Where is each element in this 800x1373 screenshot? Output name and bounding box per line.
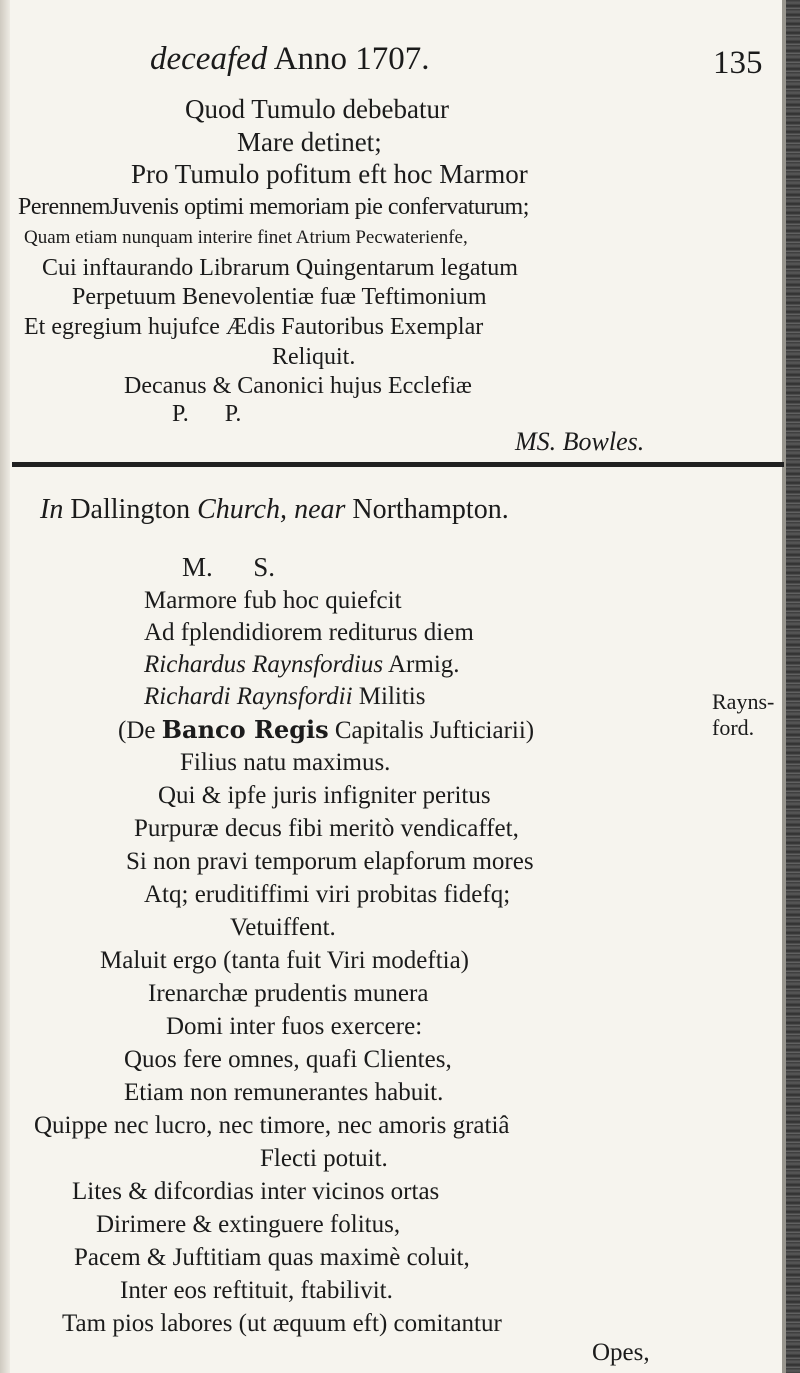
inscription-line: Et egregium hujufce Ædis Fautoribus Exemplar — [24, 314, 484, 340]
inscription-line: Quos fere omnes, quafi Clientes, — [124, 1046, 452, 1073]
page-gutter-shadow — [0, 0, 10, 1373]
inscription-line: Decanus & Canonici hujus Ecclefiæ — [124, 373, 472, 399]
inscription-line: Mare detinet; — [237, 127, 382, 157]
inscription-line: Tam pios labores (ut æquum eft) comitantur — [62, 1310, 502, 1337]
section-heading: In Dallington Church, near Northampton. — [40, 494, 509, 525]
inscription-line: Ad fplendidiorem rediturus diem — [144, 619, 474, 646]
book-spine-edge — [786, 0, 800, 1373]
inscription-initials: P. P. — [172, 401, 242, 427]
inscription-line: Purpuræ decus fibi meritò vendicaffet, — [134, 815, 519, 842]
inscription-line: Qui & ipfe juris infigniter peritus — [158, 782, 491, 809]
inscription-line: Inter eos reftituit, ftabilivit. — [120, 1277, 393, 1304]
catchword: Opes, — [592, 1339, 650, 1366]
inscription-line: Irenarchæ prudentis munera — [148, 980, 429, 1007]
inscription-line: Si non pravi temporum elapforum mores — [126, 848, 534, 875]
source-citation: MS. Bowles. — [515, 427, 645, 456]
inscription-line: Vetuiffent. — [230, 914, 336, 941]
running-head: deceafed Anno 1707. — [150, 41, 430, 77]
inscription-line: Reliquit. — [272, 344, 356, 370]
inscription-line: Cui inftaurando Librarum Quingentarum legatum — [42, 255, 518, 281]
inscription-line: (De Banco Regis Capitalis Jufticiarii) — [118, 715, 535, 744]
inscription-line: Lites & difcordias inter vicinos ortas — [72, 1178, 440, 1205]
inscription-line: Richardi Raynsfordii Militis — [144, 683, 426, 710]
inscription-line: Quam etiam nunquam interire finet Atrium Pecwaterienfe, — [24, 227, 468, 248]
section-rule — [12, 462, 784, 467]
inscription-line: Quippe nec lucro, nec timore, nec amoris gratiâ — [34, 1112, 510, 1139]
inscription-initials: M. S. — [182, 552, 276, 582]
inscription-line: Richardus Raynsfordius Armig. — [144, 651, 460, 678]
inscription-line: Atq; eruditiffimi viri probitas fidefq; — [144, 881, 511, 908]
inscription-line: Filius natu maximus. — [180, 749, 391, 776]
page-number: 135 — [713, 45, 763, 81]
inscription-line: Quod Tumulo debebatur — [185, 94, 450, 124]
inscription-line: Pro Tumulo pofitum eft hoc Marmor — [131, 159, 528, 189]
inscription-line: Perpetuum Benevolentiæ fuæ Teftimonium — [72, 284, 487, 310]
margin-note: Rayns- ford. — [712, 689, 775, 740]
inscription-line: PerennemJuvenis optimi memoriam pie confervaturum; — [18, 194, 529, 220]
inscription-line: Etiam non remunerantes habuit. — [124, 1079, 444, 1106]
inscription-line: Maluit ergo (tanta fuit Viri modeftia) — [100, 947, 470, 974]
inscription-line: Pacem & Juftitiam quas maximè coluit, — [74, 1244, 470, 1271]
inscription-line: Domi inter fuos exercere: — [166, 1013, 423, 1040]
inscription-line: Marmore fub hoc quiefcit — [144, 587, 402, 614]
inscription-line: Dirimere & extinguere folitus, — [96, 1211, 401, 1238]
inscription-line: Flecti potuit. — [260, 1145, 388, 1172]
